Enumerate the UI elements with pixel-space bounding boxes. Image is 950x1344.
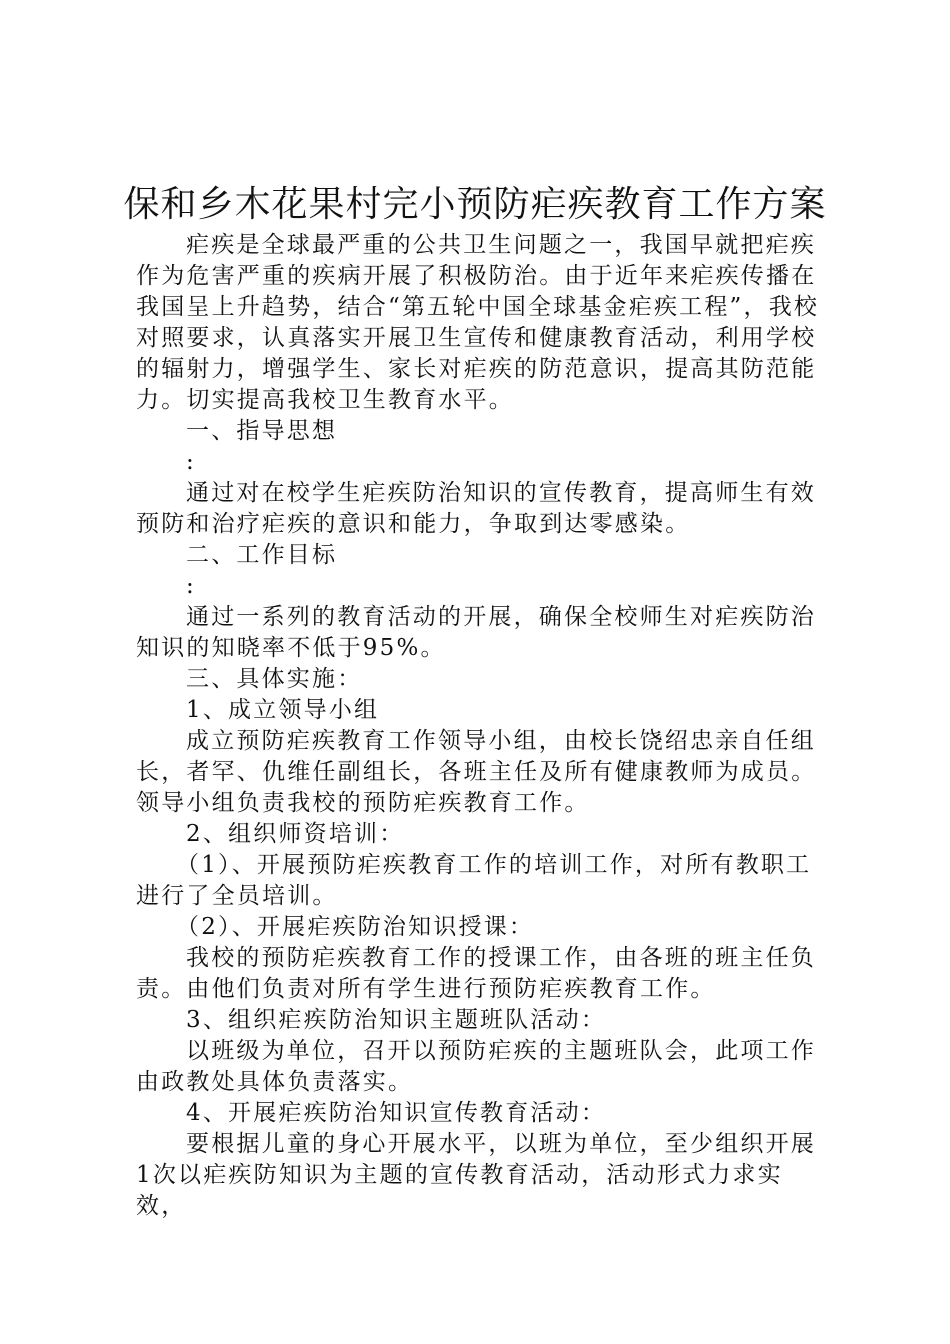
section2-body: 通过一系列的教育活动的开展，确保全校师生对疟疾防治知识的知晓率不低于95%。	[136, 604, 816, 661]
intro-paragraph: 疟疾是全球最严重的公共卫生问题之一，我国早就把疟疾作为危害严重的疾病开展了积极防治。由于近年来疟疾传播在我国呈上升趋势，结合“第五轮中国全球基金疟疾工程”，我校对照要求，认真落实开展卫生宣传和健康教育活动，利用学校的辐射力，增强学生、家长对疟疾的防范意识，提高其防范能力。切实提高我校卫生教育水平。	[136, 232, 820, 413]
item2-sub1: （1）、开展预防疟疾教育工作的培训工作，对所有教职工进行了全员培训。	[136, 852, 812, 909]
document-title: 保和乡木花果村完小预防疟疾教育工作方案	[123, 184, 827, 225]
item1-body: 成立预防疟疾教育工作领导小组，由校长饶绍忠亲自任组长，者罕、仇维任副组长，各班主任及所有健康教师为成员。领导小组负责我校的预防疟疾教育工作。	[136, 728, 817, 816]
item2-sub2-body: 我校的预防疟疾教育工作的授课工作，由各班的班主任负责。由他们负责对所有学生进行预防疟疾教育工作。	[136, 945, 816, 1002]
item4-heading: 4、开展疟疾防治知识宣传教育活动：	[186, 1100, 607, 1126]
item4-body: 要根据儿童的身心开展水平，以班为单位，至少组织开展1次以疟疾防知识为主题的宣传教育活动，活动形式力求实效，	[136, 1131, 816, 1219]
document-body	[136, 230, 826, 1222]
item3-heading: 3、组织疟疾防治知识主题班队活动：	[186, 1007, 607, 1033]
item2-heading: 2、组织师资培训：	[186, 821, 405, 847]
item3-body: 以班级为单位，召开以预防疟疾的主题班队会，此项工作由政教处具体负责落实。	[136, 1038, 816, 1095]
section1-body: 通过对在校学生疟疾防治知识的宣传教育，提高师生有效预防和治疗疟疾的意识和能力，争取到达零感染。	[136, 480, 816, 537]
item1-heading: 1、成立领导小组	[186, 697, 380, 723]
section3-heading: 三、具体实施：	[186, 666, 363, 692]
section1-heading: 一、指导思想	[186, 418, 338, 444]
section1-colon: :	[186, 449, 196, 475]
section2-heading: 二、工作目标	[186, 542, 338, 568]
section2-colon: :	[186, 573, 196, 599]
item2-sub2: （2）、开展疟疾防治知识授课：	[176, 914, 535, 940]
